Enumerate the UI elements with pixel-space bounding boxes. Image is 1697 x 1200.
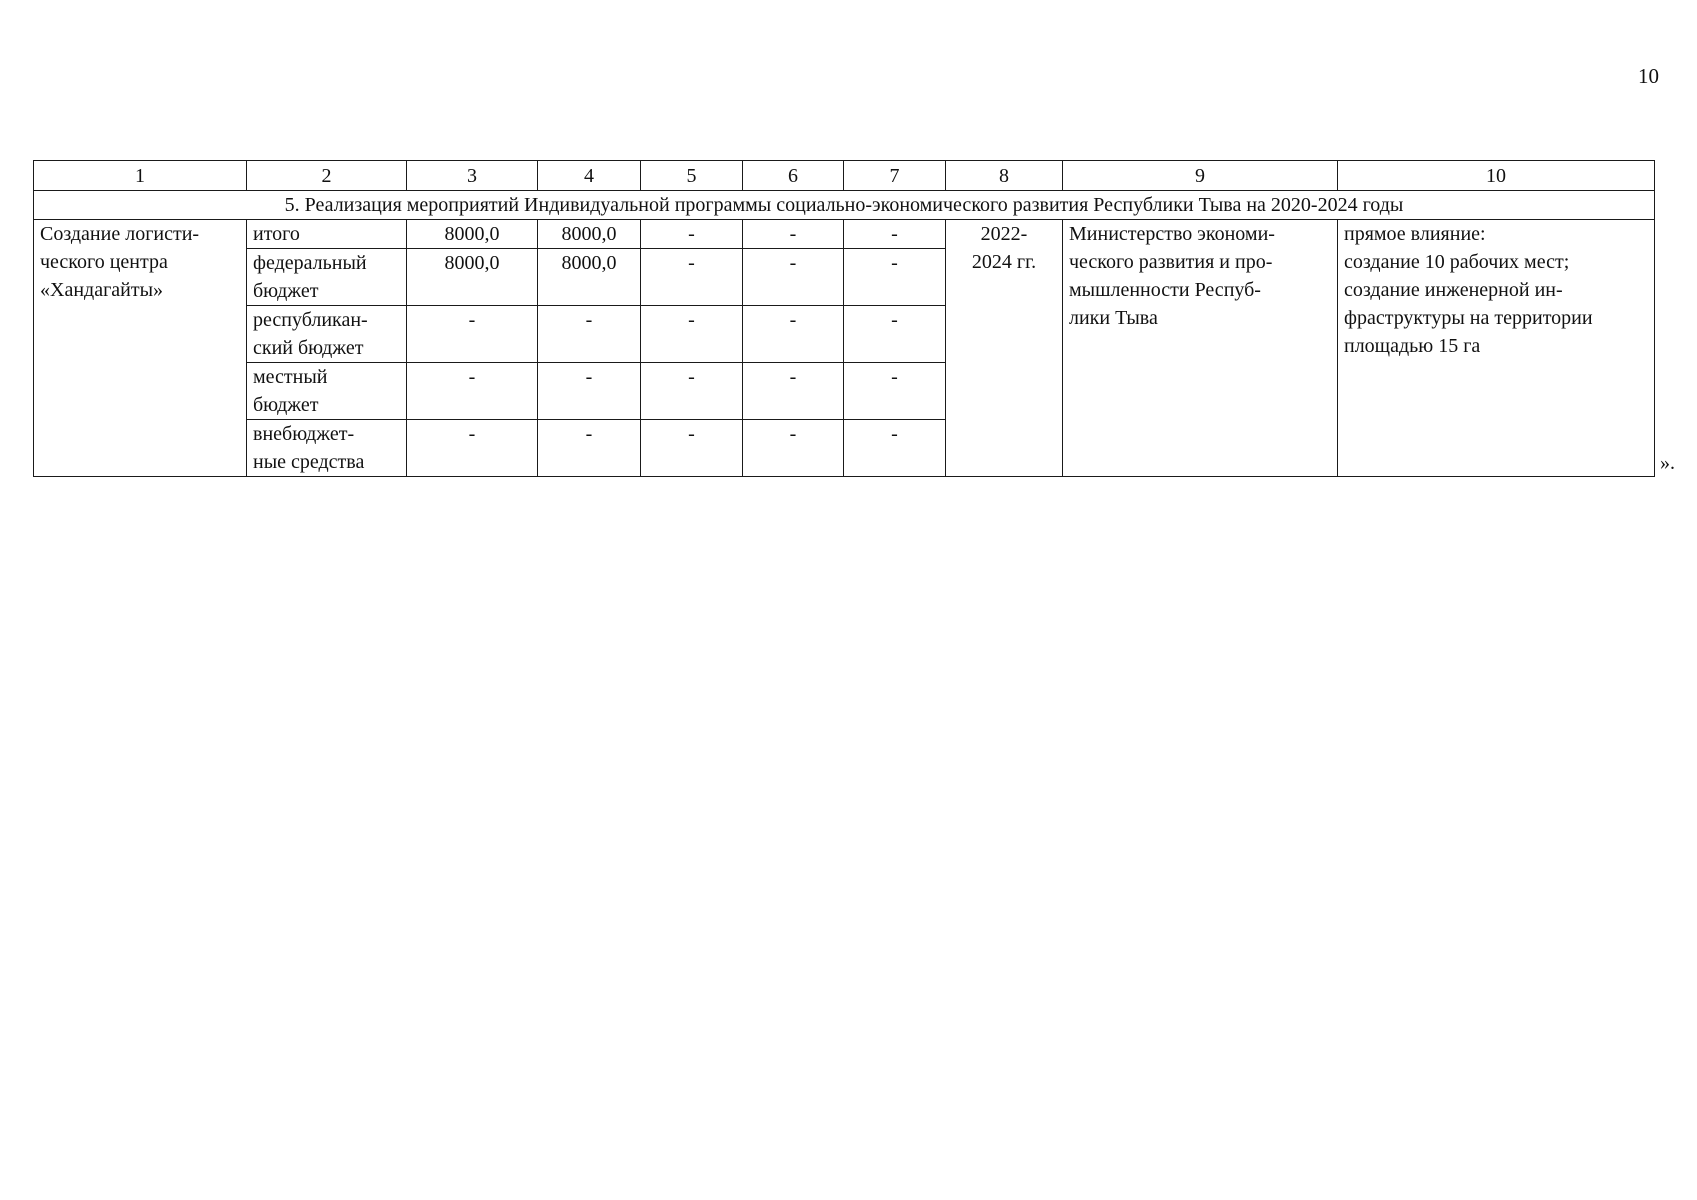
column-number: 8 [946,161,1063,191]
section-title: 5. Реализация мероприятий Индивидуальной программы социально-экономического развития Республики Тыва на 2020-2024 годы [34,191,1655,220]
column-number: 7 [844,161,946,191]
column-number: 3 [407,161,538,191]
amount-cell: 8000,0 [538,249,641,306]
column-number-row [34,161,1655,191]
closing-quote-mark: ». [1660,452,1675,474]
amount-cell: - [641,249,743,306]
result-cell: прямое влияние: создание 10 рабочих мест; создание инженерной ин- фраструктуры на территории площадью 15 га [1338,220,1655,477]
funding-source-cell: местный бюджет [247,363,407,420]
amount-cell: 8000,0 [538,220,641,249]
amount-cell: - [407,363,538,420]
amount-cell: - [743,306,844,363]
funding-source-cell: федеральный бюджет [247,249,407,306]
funding-source-cell: итого [247,220,407,249]
column-number: 4 [538,161,641,191]
executor-cell: Министерство экономи- ческого развития и про- мышленности Респуб- лики Тыва [1063,220,1338,477]
amount-cell: - [538,420,641,477]
period-cell: 2022- 2024 гг. [946,220,1063,477]
section-title-row [34,191,1655,220]
amount-cell: - [407,306,538,363]
amount-cell: - [844,420,946,477]
page-number: 10 [1638,64,1659,88]
column-number: 5 [641,161,743,191]
program-table [33,160,1655,477]
amount-cell: - [743,363,844,420]
table-row [34,220,1655,249]
amount-cell: - [538,306,641,363]
amount-cell: - [844,306,946,363]
event-name-cell: Создание логисти- ческого центра «Хандагайты» [34,220,247,477]
amount-cell: - [538,363,641,420]
amount-cell: - [641,220,743,249]
funding-source-cell: республикан- ский бюджет [247,306,407,363]
amount-cell: - [844,220,946,249]
amount-cell: - [743,420,844,477]
amount-cell: 8000,0 [407,220,538,249]
column-number: 6 [743,161,844,191]
column-number: 2 [247,161,407,191]
program-table-container [33,160,1654,477]
amount-cell: - [407,420,538,477]
column-number: 1 [34,161,247,191]
amount-cell: 8000,0 [407,249,538,306]
column-number: 10 [1338,161,1655,191]
column-number: 9 [1063,161,1338,191]
amount-cell: - [743,249,844,306]
amount-cell: - [641,420,743,477]
amount-cell: - [743,220,844,249]
amount-cell: - [844,363,946,420]
funding-source-cell: внебюджет- ные средства [247,420,407,477]
amount-cell: - [641,306,743,363]
amount-cell: - [844,249,946,306]
amount-cell: - [641,363,743,420]
